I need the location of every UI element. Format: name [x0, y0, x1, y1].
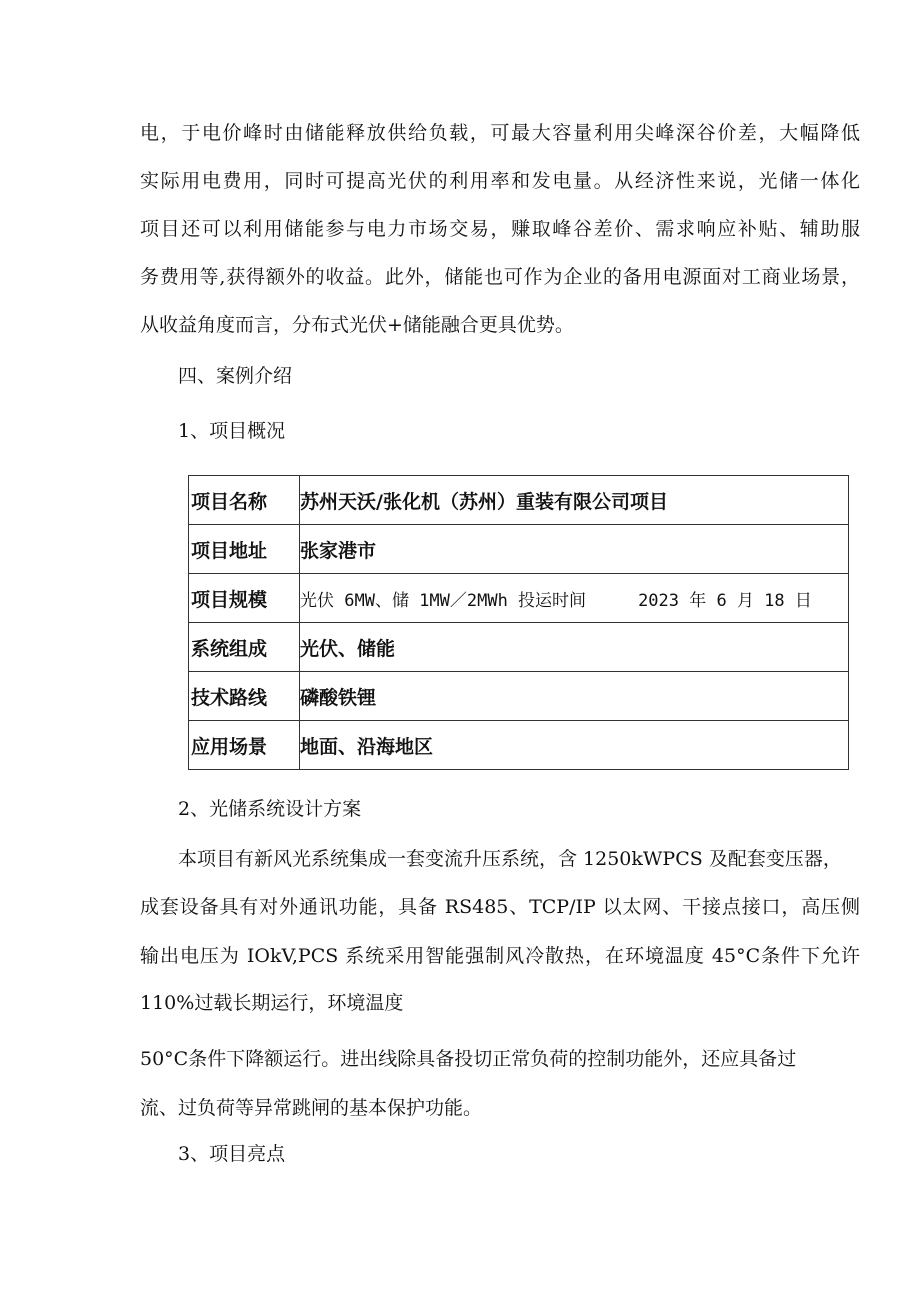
table-row [189, 721, 849, 770]
paragraph-line: 流、过负荷等异常跳闸的基本保护功能。 [140, 1097, 483, 1119]
table-row [189, 672, 849, 721]
table-label: 项目地址 [189, 525, 300, 574]
table-row [189, 476, 849, 525]
table-value: 苏州天沃/张化机（苏州）重装有限公司项目 [300, 476, 849, 525]
table-value-scale [300, 574, 849, 623]
paragraph-line: 从收益角度而言，分布式光伏+储能融合更具优势。 [140, 314, 574, 336]
subheading-system-design: 2、光储系统设计方案 [178, 798, 362, 820]
paragraph-line: 输出电压为 IOkV,PCS 系统采用智能强制风冷散热，在环境温度 45°C条件下允许 [140, 945, 860, 967]
table-row [189, 574, 849, 623]
table-label: 技术路线 [189, 672, 300, 721]
paragraph-line: 本项目有新风光系统集成一套变流升压系统，含 1250kWPCS 及配套变压器， [178, 848, 842, 870]
table-value: 地面、沿海地区 [300, 721, 849, 770]
subheading-project-overview: 1、项目概况 [178, 420, 286, 442]
table-value: 张家港市 [300, 525, 849, 574]
paragraph-line: 50°C条件下降额运行。进出线除具备投切正常负荷的控制功能外，还应具备过 [140, 1048, 797, 1070]
section-heading-case-intro: 四、案例介绍 [178, 365, 293, 387]
table-label: 系统组成 [189, 623, 300, 672]
paragraph-line: 110%过载长期运行，环境温度 [140, 992, 404, 1014]
commission-date: 2023 年 6 月 18 日 [638, 590, 812, 611]
paragraph-line: 成套设备具有对外通讯功能，具备 RS485、TCP/IP 以太网、干接点接口，高压侧 [140, 896, 860, 918]
paragraph-line: 务费用等,获得额外的收益。此外，储能也可作为企业的备用电源面对工商业场景， [140, 266, 860, 288]
table-label: 应用场景 [189, 721, 300, 770]
table-value: 光伏、储能 [300, 623, 849, 672]
table-row [189, 525, 849, 574]
paragraph-line: 实际用电费用，同时可提高光伏的利用率和发电量。从经济性来说，光储一体化 [140, 170, 860, 192]
table-row [189, 623, 849, 672]
paragraph-line: 项目还可以利用储能参与电力市场交易，赚取峰谷差价、需求响应补贴、辅助服 [140, 218, 860, 240]
table-label: 项目规模 [189, 574, 300, 623]
table-label: 项目名称 [189, 476, 300, 525]
project-info-table [188, 475, 849, 770]
paragraph-line: 电，于电价峰时由储能释放供给负载，可最大容量利用尖峰深谷价差，大幅降低 [140, 122, 860, 144]
project-scale-text: 光伏 6MW、储 1MW／2MWh 投运时间 [300, 590, 587, 611]
subheading-project-highlights: 3、项目亮点 [178, 1143, 286, 1165]
table-value: 磷酸铁锂 [300, 672, 849, 721]
